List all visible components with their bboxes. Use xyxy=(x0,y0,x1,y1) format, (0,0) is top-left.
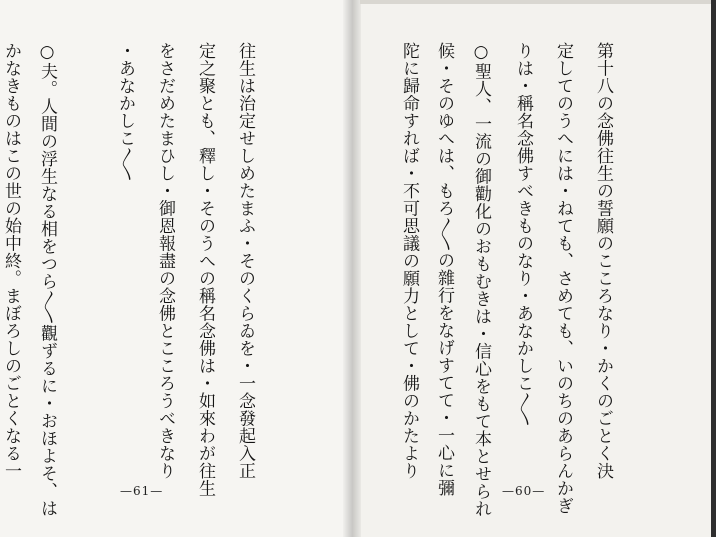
page-number: —61— xyxy=(120,484,164,498)
text-column: ・あなかしこ〳〵 xyxy=(115,42,135,182)
text-column: 候・そのゆへは、もろ〳〵の雜行をなげすてて・一心に彌 xyxy=(434,42,454,497)
left-page xyxy=(0,0,352,537)
text-column: 陀に歸命すれば・不可思議の願力として・佛のかたより xyxy=(399,42,419,480)
text-column: ○聖人、一流の御勸化のおもむきは・信心をもて本とせられ xyxy=(471,42,491,518)
text-column: をさだめたまひし・御恩報盡の念佛とこころうべきなり xyxy=(155,42,175,480)
page-edge xyxy=(360,0,716,4)
text-column: りは・稱名念佛すべきものなり・あなかしこ〳〵 xyxy=(513,42,533,427)
text-column: かなきものはこの世の始中終。まぼろしのごとくなる一 xyxy=(1,42,21,480)
page-edge xyxy=(711,0,716,537)
text-column: 定之聚とも、釋し・そのうへの稱名念佛は・如來わが往生 xyxy=(195,42,215,497)
right-page xyxy=(352,0,716,537)
text-column: ○夫。人間の浮生なる相をつら〳〵觀ずるに・おほよそ、は xyxy=(37,42,57,517)
text-column: 定してのうへには・ねても、さめても、いのちのあらんかぎ xyxy=(553,42,573,515)
book-gutter xyxy=(343,0,361,537)
text-column: 第十八の念佛往生の誓願のこころなり・かくのごとく決 xyxy=(593,42,613,480)
page-number: —60— xyxy=(502,484,546,498)
text-column: 往生は治定せしめたまふ・そのくらゐを・一念發起入正 xyxy=(235,42,255,480)
